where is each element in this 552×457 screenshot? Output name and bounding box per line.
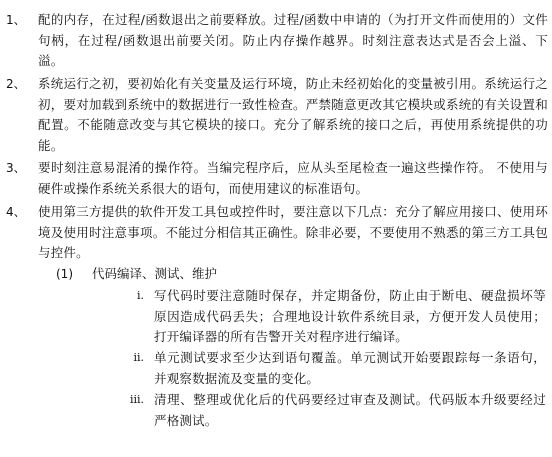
sub-point-2	[0, 348, 552, 390]
sub-point-text: 清理、整理或优化后的代码要经过审查及测试。代码版本升级要经过严格测试。	[154, 392, 546, 428]
sub-point-3	[0, 390, 552, 434]
sub-point-text: 单元测试要求至少达到语句覆盖。单元测试开始要跟踪每一条语句，并观察数据流及变量的变化。	[154, 350, 546, 386]
list-item-3	[0, 158, 552, 202]
list-item-text: 要时刻注意易混淆的操作符。当编完程序后，应从头至尾检查一遍这些操作符。 不使用与硬件或操作系统关系很大的语句，而使用建议的标准语句。	[38, 160, 548, 196]
list-number: 1、	[6, 13, 26, 27]
list-number: 4、	[6, 205, 26, 219]
list-number: 3、	[6, 161, 26, 175]
list-item-1	[0, 10, 552, 74]
roman-numeral: iii.	[129, 393, 144, 406]
list-number: 2、	[6, 77, 26, 91]
sub-section-heading	[0, 264, 552, 286]
list-item-4	[0, 202, 552, 266]
list-item-2	[0, 74, 552, 158]
roman-numeral: ii.	[133, 351, 144, 364]
list-item-text: 使用第三方提供的软件开发工具包或控件时，要注意以下几点：充分了解应用接口、使用环境及使用时注意事项。不能过分相信其正确性。除非必要，不要使用不熟悉的第三方工具包与控件。	[38, 204, 548, 260]
list-item-text: 配的内存，在过程/函数退出之前要释放。过程/函数中申请的（为打开文件而使用的）文件句柄，在过程/函数退出前要关闭。防止内存操作越界。时刻注意表达式是否会上溢、下溢。	[38, 12, 548, 68]
roman-numeral: i.	[136, 289, 144, 302]
sub-section-title: 代码编译、测试、维护	[92, 266, 218, 281]
sub-point-1	[0, 286, 552, 348]
sub-section-number: (1)	[56, 267, 73, 281]
list-item-text: 系统运行之初，要初始化有关变量及运行环境，防止未经初始化的变量被引用。系统运行之初，要对加载到系统中的数据进行一致性检查。严禁随意更改其它模块或系统的有关设置和配置。不能随意改变与其它模块的接口。充分了解系统的接口之后，再使用系统提供的功能。	[38, 76, 548, 153]
sub-point-text: 写代码时要注意随时保存，并定期备份，防止由于断电、硬盘损坏等原因造成代码丢失；合理地设计软件系统目录，方便开发人员使用；打开编译器的所有告警开关对程序进行编译。	[154, 288, 546, 344]
